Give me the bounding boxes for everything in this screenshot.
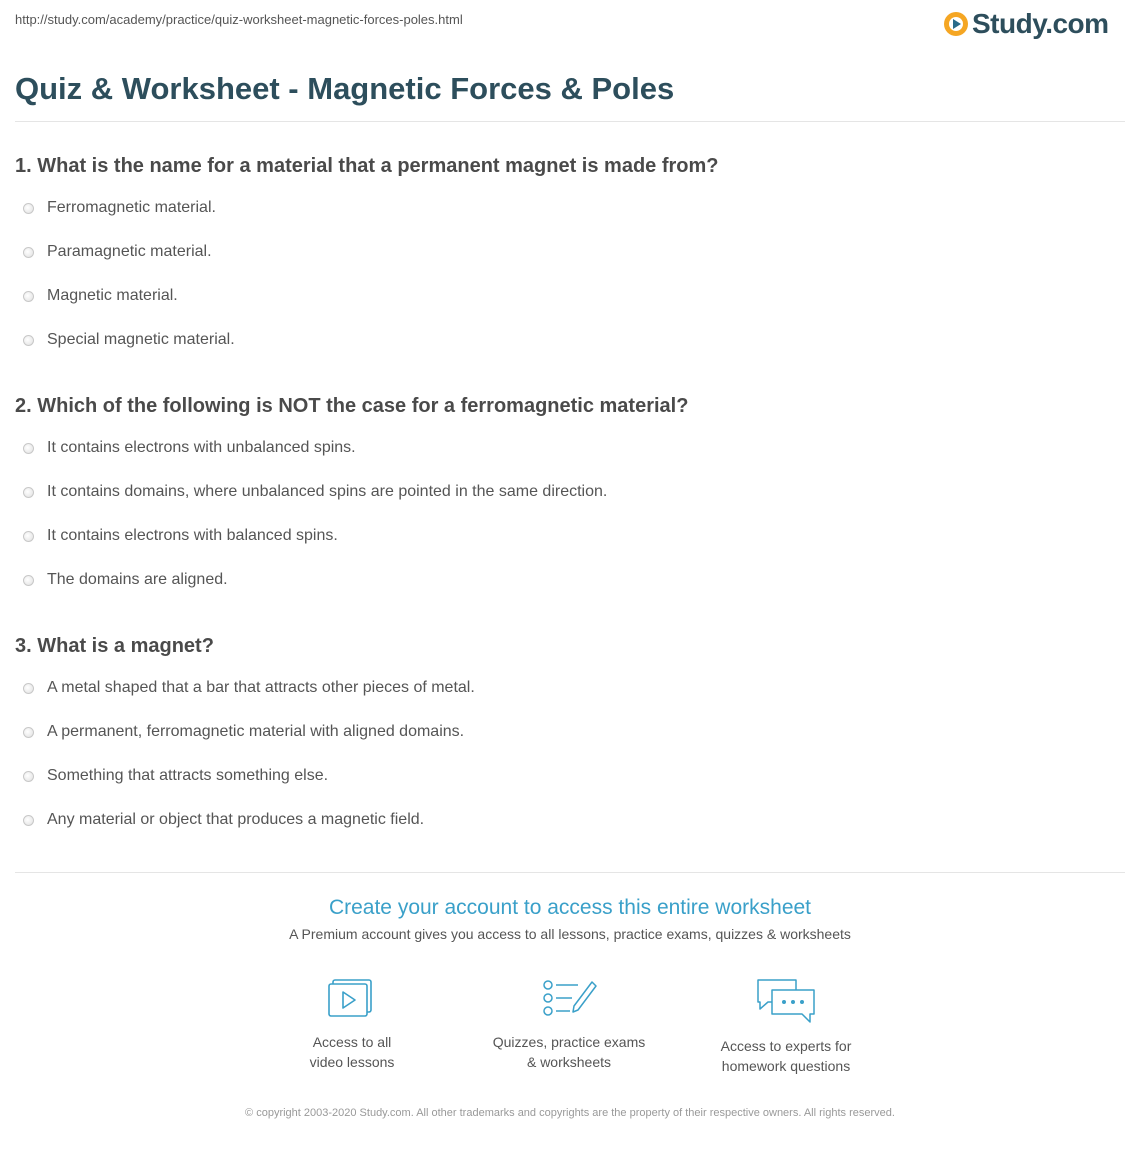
radio-button[interactable] bbox=[23, 815, 34, 826]
option-label: Magnetic material. bbox=[47, 287, 178, 304]
video-lessons-icon bbox=[325, 976, 379, 1022]
question-3: 3. What is a magnet? bbox=[15, 635, 214, 657]
create-account-link[interactable]: Create your account to access this entire worksheet bbox=[328, 896, 812, 919]
option-label: Paramagnetic material. bbox=[47, 243, 212, 260]
page-title: Quiz & Worksheet - Magnetic Forces & Poles bbox=[15, 71, 675, 106]
copyright-notice: © copyright 2003-2020 Study.com. All other trademarks and copyrights are the property of their respective owners. All rights reserved. bbox=[245, 1107, 895, 1119]
section-divider bbox=[15, 872, 1125, 873]
option-label: The domains are aligned. bbox=[47, 571, 228, 588]
question-2-option-1[interactable] bbox=[23, 439, 356, 457]
radio-button[interactable] bbox=[23, 575, 34, 586]
feature-label: Access to all video lessons bbox=[309, 1034, 395, 1070]
option-label: Ferromagnetic material. bbox=[47, 199, 216, 216]
quiz-checklist-icon bbox=[540, 976, 598, 1022]
question-2-option-3[interactable] bbox=[23, 527, 338, 545]
question-2-option-4[interactable] bbox=[23, 571, 228, 589]
question-3-option-3[interactable] bbox=[23, 767, 328, 785]
question-1-option-3[interactable] bbox=[23, 287, 178, 305]
radio-button[interactable] bbox=[23, 487, 34, 498]
radio-button[interactable] bbox=[23, 291, 34, 302]
option-label: It contains electrons with balanced spins. bbox=[47, 527, 338, 544]
feature-label: Quizzes, practice exams & worksheets bbox=[492, 1034, 646, 1070]
premium-description: A Premium account gives you access to all lessons, practice exams, quizzes & worksheets bbox=[289, 926, 851, 942]
radio-button[interactable] bbox=[23, 335, 34, 346]
question-3-option-4[interactable] bbox=[23, 811, 424, 829]
chat-bubbles-icon bbox=[754, 976, 818, 1026]
radio-button[interactable] bbox=[23, 771, 34, 782]
question-1: 1. What is the name for a material that a permanent magnet is made from? bbox=[15, 155, 719, 177]
play-logo-icon bbox=[944, 12, 968, 36]
option-label: A metal shaped that a bar that attracts other pieces of metal. bbox=[47, 679, 475, 696]
question-1-option-1[interactable] bbox=[23, 199, 216, 217]
logo-text: Study.com bbox=[972, 8, 1109, 39]
study-logo[interactable] bbox=[944, 6, 1109, 42]
radio-button[interactable] bbox=[23, 203, 34, 214]
radio-button[interactable] bbox=[23, 727, 34, 738]
question-3-option-1[interactable] bbox=[23, 679, 475, 697]
question-2-option-2[interactable] bbox=[23, 483, 607, 501]
feature-quizzes bbox=[474, 976, 664, 1072]
question-2: 2. Which of the following is NOT the case for a ferromagnetic material? bbox=[15, 395, 689, 417]
feature-experts bbox=[691, 976, 881, 1076]
radio-button[interactable] bbox=[23, 443, 34, 454]
option-label: It contains electrons with unbalanced spins. bbox=[47, 439, 356, 456]
feature-video-lessons bbox=[257, 976, 447, 1072]
option-label: It contains domains, where unbalanced spins are pointed in the same direction. bbox=[47, 483, 608, 500]
question-1-option-2[interactable] bbox=[23, 243, 212, 261]
page-url: http://study.com/academy/practice/quiz-worksheet-magnetic-forces-poles.html bbox=[15, 12, 463, 27]
question-1-option-4[interactable] bbox=[23, 331, 235, 349]
option-label: Something that attracts something else. bbox=[47, 767, 329, 784]
option-label: Special magnetic material. bbox=[47, 331, 235, 348]
radio-button[interactable] bbox=[23, 247, 34, 258]
question-3-option-2[interactable] bbox=[23, 723, 464, 741]
radio-button[interactable] bbox=[23, 531, 34, 542]
title-divider bbox=[15, 121, 1125, 122]
radio-button[interactable] bbox=[23, 683, 34, 694]
option-label: A permanent, ferromagnetic material with aligned domains. bbox=[47, 723, 465, 740]
option-label: Any material or object that produces a magnetic field. bbox=[47, 811, 425, 828]
feature-label: Access to experts for homework questions bbox=[720, 1038, 852, 1074]
